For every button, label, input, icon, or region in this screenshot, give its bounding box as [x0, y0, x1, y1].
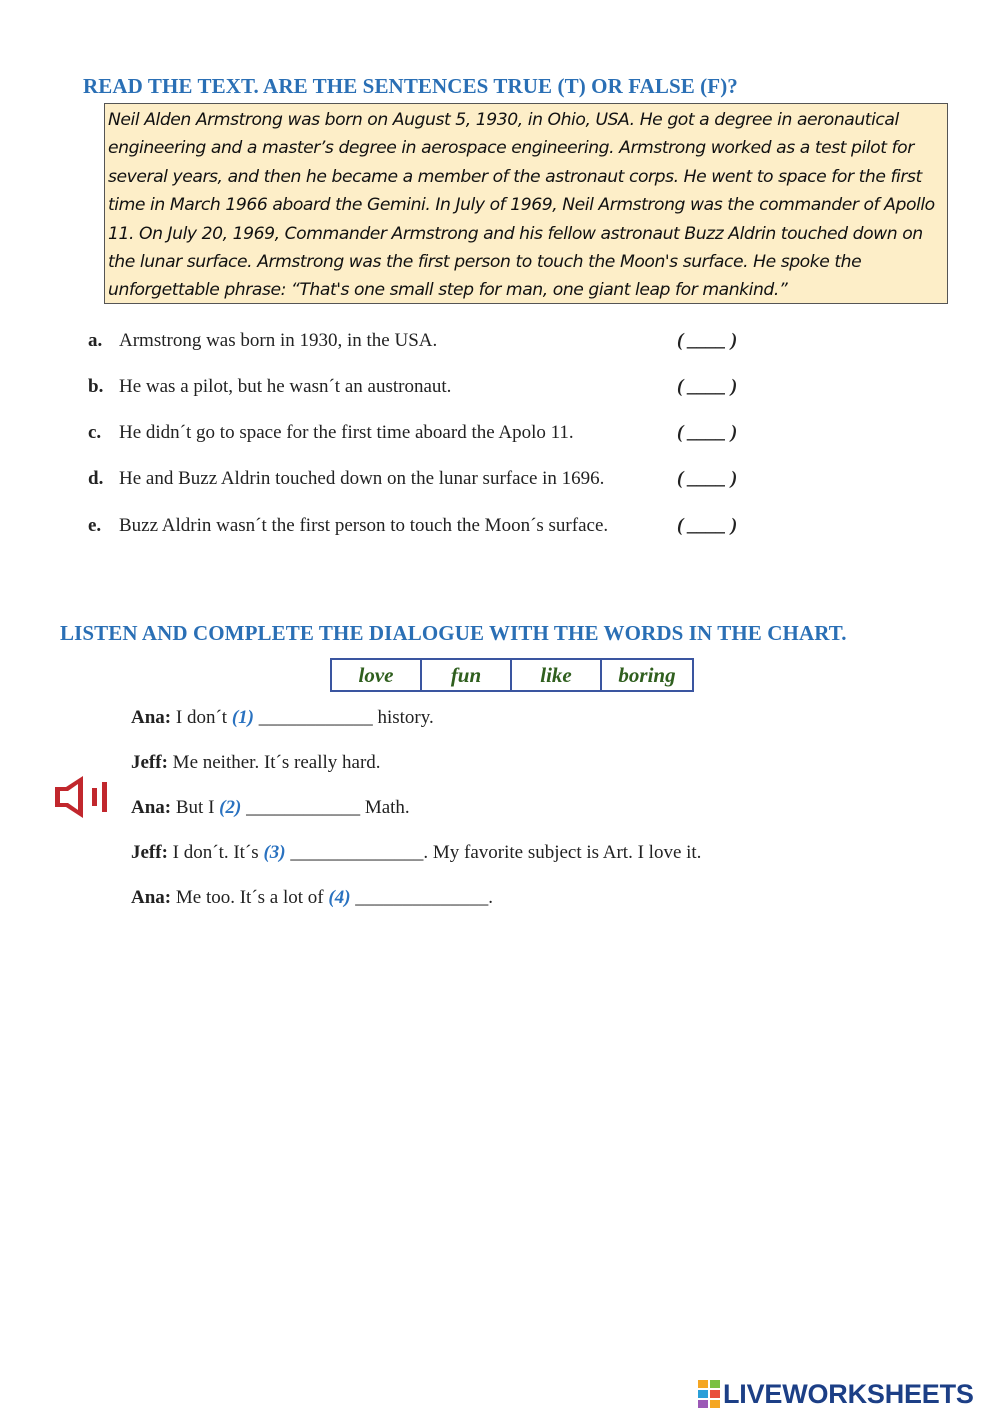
blank-number: (2)	[219, 797, 242, 818]
logo-mark-icon	[698, 1380, 720, 1408]
reading-line: the lunar surface. Armstrong was the first person to touch the Moon's surface. He spoke the	[108, 252, 862, 273]
statement-text: He and Buzz Aldrin touched down on the lunar surface in 1696.	[119, 468, 605, 489]
speaker-icon[interactable]	[53, 774, 117, 820]
blank-number: (3)	[263, 842, 286, 863]
dialogue-line-4	[131, 842, 701, 864]
blank-number: (1)	[231, 707, 254, 728]
answer-field-d[interactable]: ( ____ )	[677, 468, 738, 489]
dialogue-text: Me neither. It´s really hard.	[167, 752, 381, 773]
section-1-heading: READ THE TEXT. ARE THE SENTENCES TRUE (T) OR FALSE (F)?	[83, 74, 738, 98]
dialogue-text: I don´t	[171, 707, 232, 728]
word-chart-cell: fun	[422, 660, 512, 690]
blank-field-3[interactable]: ______________	[285, 842, 424, 863]
dialogue-line-1	[131, 707, 434, 729]
dialogue-text: . My favorite subject is Art. I love it.	[423, 842, 702, 863]
blank-field-2[interactable]: ____________	[241, 797, 365, 818]
dialogue-line-2	[131, 752, 381, 774]
dialogue-text: history.	[377, 707, 434, 728]
reading-line: unforgettable phrase: “That's one small step for man, one giant leap for mankind.”	[108, 280, 788, 301]
statement-b	[88, 376, 788, 406]
blank-field-1[interactable]: ____________	[253, 707, 378, 728]
reading-line: time in March 1966 aboard the Gemini. In July of 1969, Neil Armstrong was the commander of Apollo	[108, 195, 935, 216]
speaker-name: Ana:	[131, 797, 172, 818]
speaker-name: Ana:	[131, 707, 172, 728]
liveworksheets-logo	[698, 1378, 974, 1410]
statement-a	[88, 330, 788, 360]
speaker-name: Jeff:	[131, 752, 168, 773]
dialogue-text: Me too. It´s a lot of	[171, 887, 329, 908]
reading-line: engineering and a master’s degree in aerospace engineering. Armstrong worked as a test pilot for	[108, 138, 914, 159]
logo-text: LIVEWORKSHEETS	[723, 1378, 974, 1409]
dialogue-text: .	[488, 887, 494, 908]
dialogue-text: But I	[171, 797, 220, 818]
dialogue-text: I don´t. It´s	[167, 842, 264, 863]
answer-field-a[interactable]: ( ____ )	[677, 330, 738, 351]
answer-field-e[interactable]: ( ____ )	[677, 515, 738, 536]
answer-field-b[interactable]: ( ____ )	[677, 376, 738, 397]
word-chart-cell: like	[512, 660, 602, 690]
statement-letter: d.	[88, 468, 104, 489]
blank-number: (4)	[328, 887, 351, 908]
dialogue-line-5	[131, 887, 493, 909]
word-chart	[330, 658, 694, 692]
section-2-heading: LISTEN AND COMPLETE THE DIALOGUE WITH THE WORDS IN THE CHART.	[60, 621, 847, 645]
statement-e	[88, 515, 788, 545]
dialogue-line-3	[131, 797, 410, 819]
answer-field-c[interactable]: ( ____ )	[677, 422, 738, 443]
reading-text-box	[104, 103, 948, 304]
speaker-name: Ana:	[131, 887, 172, 908]
word-chart-cell: boring	[618, 663, 676, 687]
statement-text: Buzz Aldrin wasn´t the first person to touch the Moon´s surface.	[119, 515, 609, 536]
reading-line: 11. On July 20, 1969, Commander Armstrong and his fellow astronaut Buzz Aldrin touched down on	[108, 223, 923, 244]
blank-field-4[interactable]: ______________	[350, 887, 489, 908]
statement-text: Armstrong was born in 1930, in the USA.	[119, 330, 438, 351]
word-chart-cell: love	[332, 660, 422, 690]
statement-letter: b.	[88, 376, 104, 397]
speaker-name: Jeff:	[131, 842, 168, 863]
statement-letter: e.	[88, 515, 102, 536]
reading-line: Neil Alden Armstrong was born on August 5, 1930, in Ohio, USA. He got a degree in aeronautical	[108, 110, 899, 130]
statement-text: He didn´t go to space for the first time aboard the Apolo 11.	[119, 422, 574, 443]
statement-c	[88, 422, 788, 452]
statement-letter: a.	[88, 330, 103, 351]
statement-d	[88, 468, 788, 498]
dialogue-text: Math.	[364, 797, 410, 818]
statement-text: He was a pilot, but he wasn´t an austronaut.	[119, 376, 452, 397]
statement-letter: c.	[88, 422, 102, 443]
reading-line: several years, and then he became a member of the astronaut corps. He went to space for the first	[108, 166, 922, 187]
